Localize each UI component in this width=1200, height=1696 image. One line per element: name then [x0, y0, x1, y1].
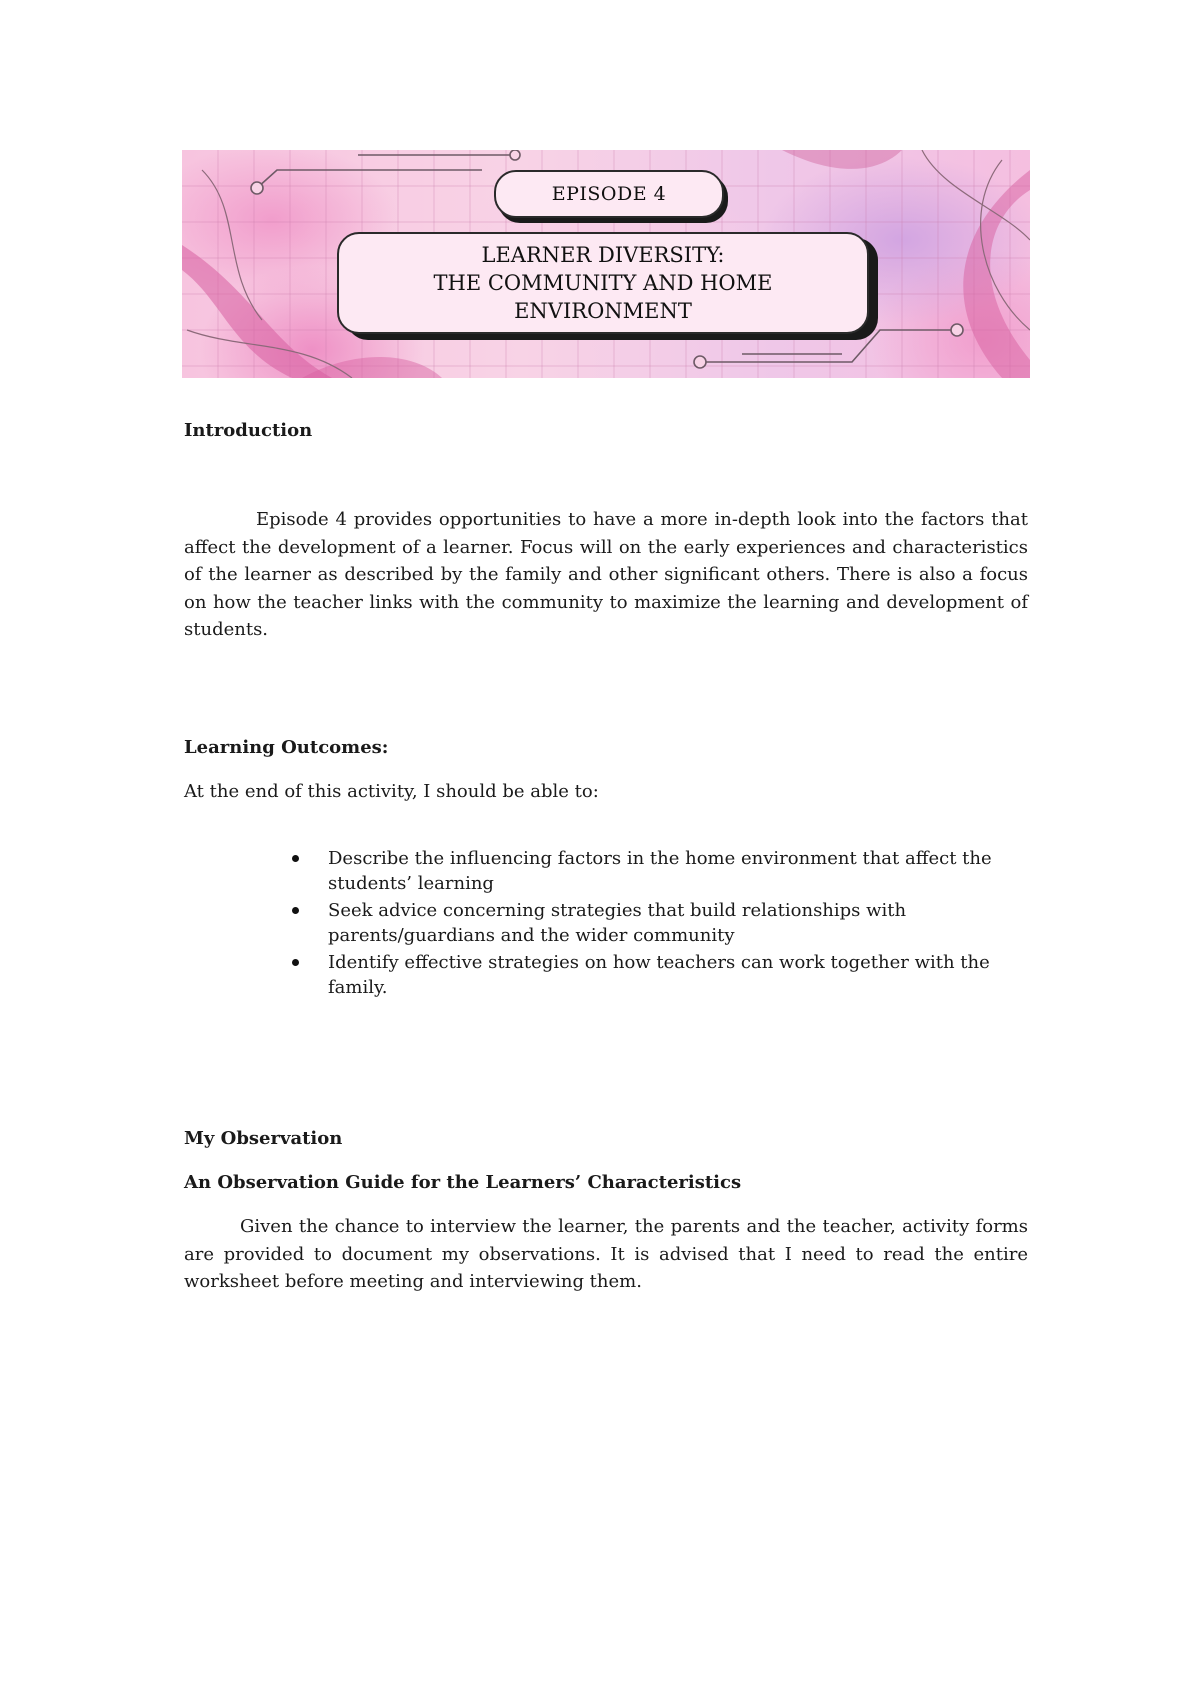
- list-item-text: Seek advice concerning strategies that build relationships with parents/guardians and the wider community: [328, 900, 907, 946]
- introduction-heading: Introduction: [184, 420, 313, 441]
- bullet-icon: [292, 855, 299, 862]
- list-item: [328, 846, 1028, 896]
- bullet-icon: [292, 907, 299, 914]
- introduction-paragraph: Episode 4 provides opportunities to have a more in-depth look into the factors that affect the development of a learner. Focus will on the early experiences and characteristics of the learner as described by the family and other significant others. There is also a focus on how the teacher links with the community to maximize the learning and development of students.: [184, 509, 1028, 640]
- list-item: [328, 898, 1028, 948]
- list-item-text: Identify effective strategies on how teachers can work together with the family.: [328, 952, 990, 998]
- title-line-3: ENVIRONMENT: [514, 299, 692, 323]
- episode-banner: [182, 150, 1030, 378]
- title-line-1: LEARNER DIVERSITY:: [481, 243, 725, 267]
- observation-paragraph: Given the chance to interview the learner, the parents and the teacher, activity forms are provided to document my observations. It is advised that I need to read the entire worksheet before meeting and interviewing them.: [184, 1216, 1028, 1292]
- my-observation-heading: My Observation: [184, 1128, 343, 1149]
- bullet-icon: [292, 959, 299, 966]
- learning-outcomes-lead: At the end of this activity, I should be able to:: [184, 781, 599, 802]
- episode-title: [337, 232, 869, 334]
- observation-guide-subheading: An Observation Guide for the Learners’ Characteristics: [184, 1172, 742, 1193]
- learning-outcomes-heading: Learning Outcomes:: [184, 737, 389, 758]
- title-line-2: THE COMMUNITY AND HOME: [433, 271, 773, 295]
- learning-outcomes-list: [292, 846, 1028, 1002]
- episode-label: EPISODE 4: [494, 170, 724, 218]
- list-item: [328, 950, 1028, 1000]
- list-item-text: Describe the influencing factors in the home environment that affect the students’ learning: [328, 848, 992, 894]
